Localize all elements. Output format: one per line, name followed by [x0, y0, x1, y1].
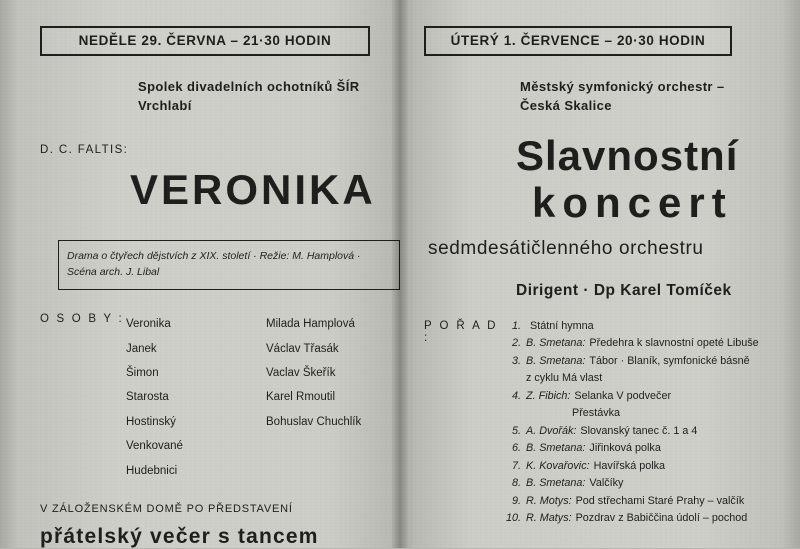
program-composer: B. Smetana:	[526, 477, 586, 490]
program-composer: B. Smetana:	[526, 354, 586, 367]
program-composer: B. Smetana:	[526, 337, 586, 350]
program-item	[502, 388, 774, 405]
program-work-continued: z cyklu Má vlast	[526, 372, 603, 385]
cast-actor: Vaclav Škeřík	[266, 367, 336, 380]
program-composer: R. Motys:	[526, 494, 572, 507]
left-ensemble-line1: Spolek divadelních ochotníků ŠÍR	[138, 79, 360, 94]
program-composer: R. Matys:	[526, 512, 572, 525]
left-work-title: VERONIKA	[130, 165, 376, 213]
program-number: 3.	[511, 354, 521, 367]
credits-line-2: Scéna arch. J. Libal	[67, 266, 160, 279]
program-item	[502, 335, 774, 352]
program-item	[502, 318, 774, 335]
cast-actor: Václav Třasák	[266, 342, 339, 355]
program-work: Valčíky	[589, 477, 624, 490]
left-ensemble	[138, 78, 390, 116]
program-composer: B. Smetana:	[526, 442, 586, 455]
left-composer: D. C. FALTIS:	[40, 143, 129, 156]
program-item	[502, 423, 774, 440]
program-item	[502, 440, 774, 457]
program-number: 4.	[511, 389, 521, 402]
program-item	[502, 458, 774, 475]
cast-label: O S O B Y :	[40, 313, 124, 326]
right-ensemble-line1: Městský symfonický orchestr –	[520, 79, 725, 94]
cast-actors	[266, 312, 388, 483]
right-ensemble	[520, 78, 774, 116]
cast-role: Veronika	[126, 318, 171, 331]
program-work: Státní hymna	[530, 319, 594, 332]
program-composer: Z. Fibich:	[526, 389, 571, 402]
program-work: Jiřinková polka	[589, 442, 661, 455]
concert-title-line2: koncert	[532, 178, 733, 226]
left-date-band: NEDĚLE 29. ČERVNA – 21·30 HODIN	[40, 26, 370, 56]
program-item	[502, 510, 774, 527]
program-composer: A. Dvořák:	[526, 424, 577, 437]
cast-actor: Karel Rmoutil	[266, 391, 336, 404]
program-item	[502, 353, 774, 370]
program-number: 5.	[511, 424, 521, 437]
program-number: 8.	[511, 477, 521, 490]
credits-line-1: Drama o čtyřech dějstvích z XIX. století · Režie: M. Hamplová ·	[67, 249, 361, 262]
program-composer: K. Kovařovic:	[526, 459, 590, 472]
program-work: Selanka V podvečer	[574, 389, 672, 402]
program-number: 7.	[511, 459, 521, 472]
program-work: Slovanský tanec č. 1 a 4	[580, 424, 698, 437]
program-intermission: Přestávka	[572, 407, 621, 420]
right-ensemble-line2: Česká Skalice	[520, 97, 612, 113]
left-footer-headline: přátelský večer s tancem	[40, 524, 319, 548]
left-credits-box	[58, 240, 400, 291]
program-work: Pozdrav z Babiččina údolí – pochod	[575, 512, 748, 525]
conductor-line: Dirigent · Dp Karel Tomíček	[516, 281, 732, 299]
program-section	[424, 318, 774, 528]
left-ensemble-line2: Vrchlabí	[138, 97, 192, 113]
cast-role: Starosta	[126, 391, 169, 404]
cast-role: Janek	[126, 342, 157, 355]
right-page	[424, 0, 774, 548]
program-list	[502, 318, 774, 528]
cast-role: Venkované	[126, 440, 183, 453]
left-footer-note: V ZÁLOŽENSKÉM DOMĚ PO PŘEDSTAVENÍ	[40, 502, 293, 515]
cast-actor: Bohuslav Chuchlík	[266, 415, 362, 428]
right-concert-title	[516, 132, 774, 226]
program-number: 2.	[511, 337, 521, 350]
concert-title-line1: Slavnostní	[516, 131, 739, 179]
program-item	[502, 475, 774, 492]
program-number: 6.	[511, 442, 521, 455]
program-label: P O Ř A D :	[424, 319, 498, 344]
cast-role: Šimon	[126, 367, 159, 380]
program-item	[502, 493, 774, 510]
program-work: Předehra k slavnostní opeté Libuše	[589, 337, 759, 350]
program-number: 1.	[511, 319, 521, 332]
right-concert-subtitle: sedmdesátičlenného orchestru	[428, 237, 704, 259]
program-work: Havířská polka	[593, 459, 666, 472]
program-work: Pod střechami Staré Prahy – valčík	[575, 494, 745, 507]
program-number: 10.	[505, 512, 521, 525]
cast-role: Hudebnici	[126, 464, 178, 477]
cast-list	[40, 312, 390, 483]
cast-roles	[126, 312, 266, 483]
left-page	[40, 0, 390, 548]
right-date-band: ÚTERÝ 1. ČERVENCE – 20·30 HODIN	[424, 26, 732, 56]
cast-role: Hostinský	[126, 415, 176, 428]
program-work: Tábor · Blaník, symfonické básně	[589, 354, 750, 367]
cast-actor: Milada Hamplová	[266, 318, 355, 331]
program-number: 9.	[511, 494, 521, 507]
